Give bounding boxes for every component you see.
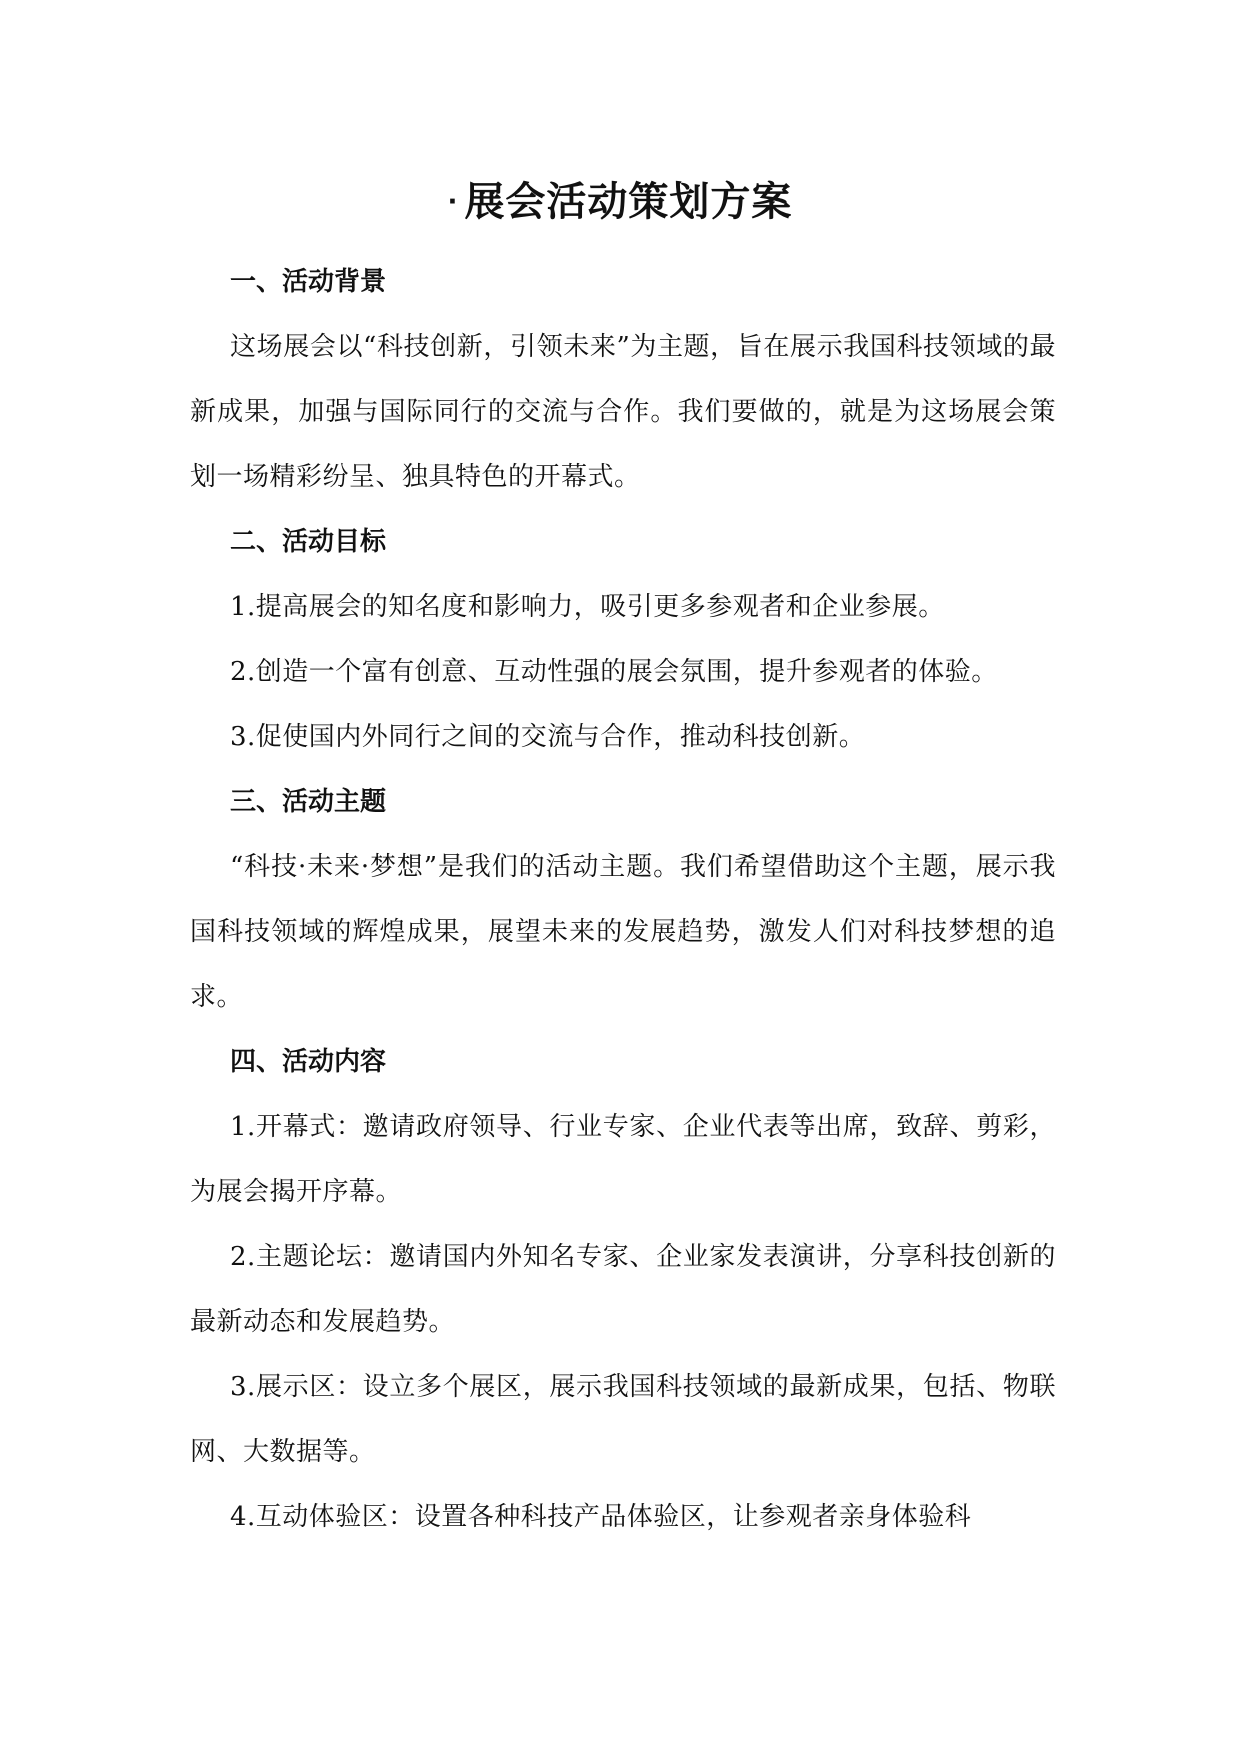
list-item: 4.互动体验区：设置各种科技产品体验区，让参观者亲身体验科 (230, 1502, 972, 1532)
paragraph: “科技·未来·梦想”是我们的活动主题。我们希望借助这个主题，展示我国科技领域的辉煌成果，展望未来的发展趋势，激发人们对科技梦想的追求。 (190, 852, 1056, 1012)
title-mark: · (447, 187, 459, 217)
section-theme (190, 770, 1056, 1030)
section-heading: 一、活动背景 (230, 267, 387, 297)
section-background (190, 250, 1056, 510)
section-heading: 四、活动内容 (230, 1047, 387, 1077)
list-item: 3.促使国内外同行之间的交流与合作，推动科技创新。 (230, 722, 866, 752)
list-item: 2.主题论坛：邀请国内外知名专家、企业家发表演讲，分享科技创新的最新动态和发展趋势。 (190, 1242, 1056, 1337)
document-body (190, 250, 1056, 1550)
section-heading: 二、活动目标 (230, 527, 387, 557)
list-item: 3.展示区：设立多个展区，展示我国科技领域的最新成果，包括、物联网、大数据等。 (190, 1372, 1056, 1467)
list-item: 2.创造一个富有创意、互动性强的展会氛围，提升参观者的体验。 (230, 657, 998, 687)
paragraph: 这场展会以“科技创新，引领未来”为主题，旨在展示我国科技领域的最新成果，加强与国际同行的交流与合作。我们要做的，就是为这场展会策划一场精彩纷呈、独具特色的开幕式。 (190, 332, 1056, 492)
section-goals (190, 510, 1056, 770)
section-heading: 三、活动主题 (230, 787, 387, 817)
list-item: 1.提高展会的知名度和影响力，吸引更多参观者和企业参展。 (230, 592, 945, 622)
document-title (0, 172, 1240, 232)
list-item: 1.开幕式：邀请政府领导、行业专家、企业代表等出席，致辞、剪彩，为展会揭开序幕。 (190, 1112, 1056, 1207)
title-text: 展会活动策划方案 (464, 179, 793, 225)
section-content (190, 1030, 1056, 1550)
